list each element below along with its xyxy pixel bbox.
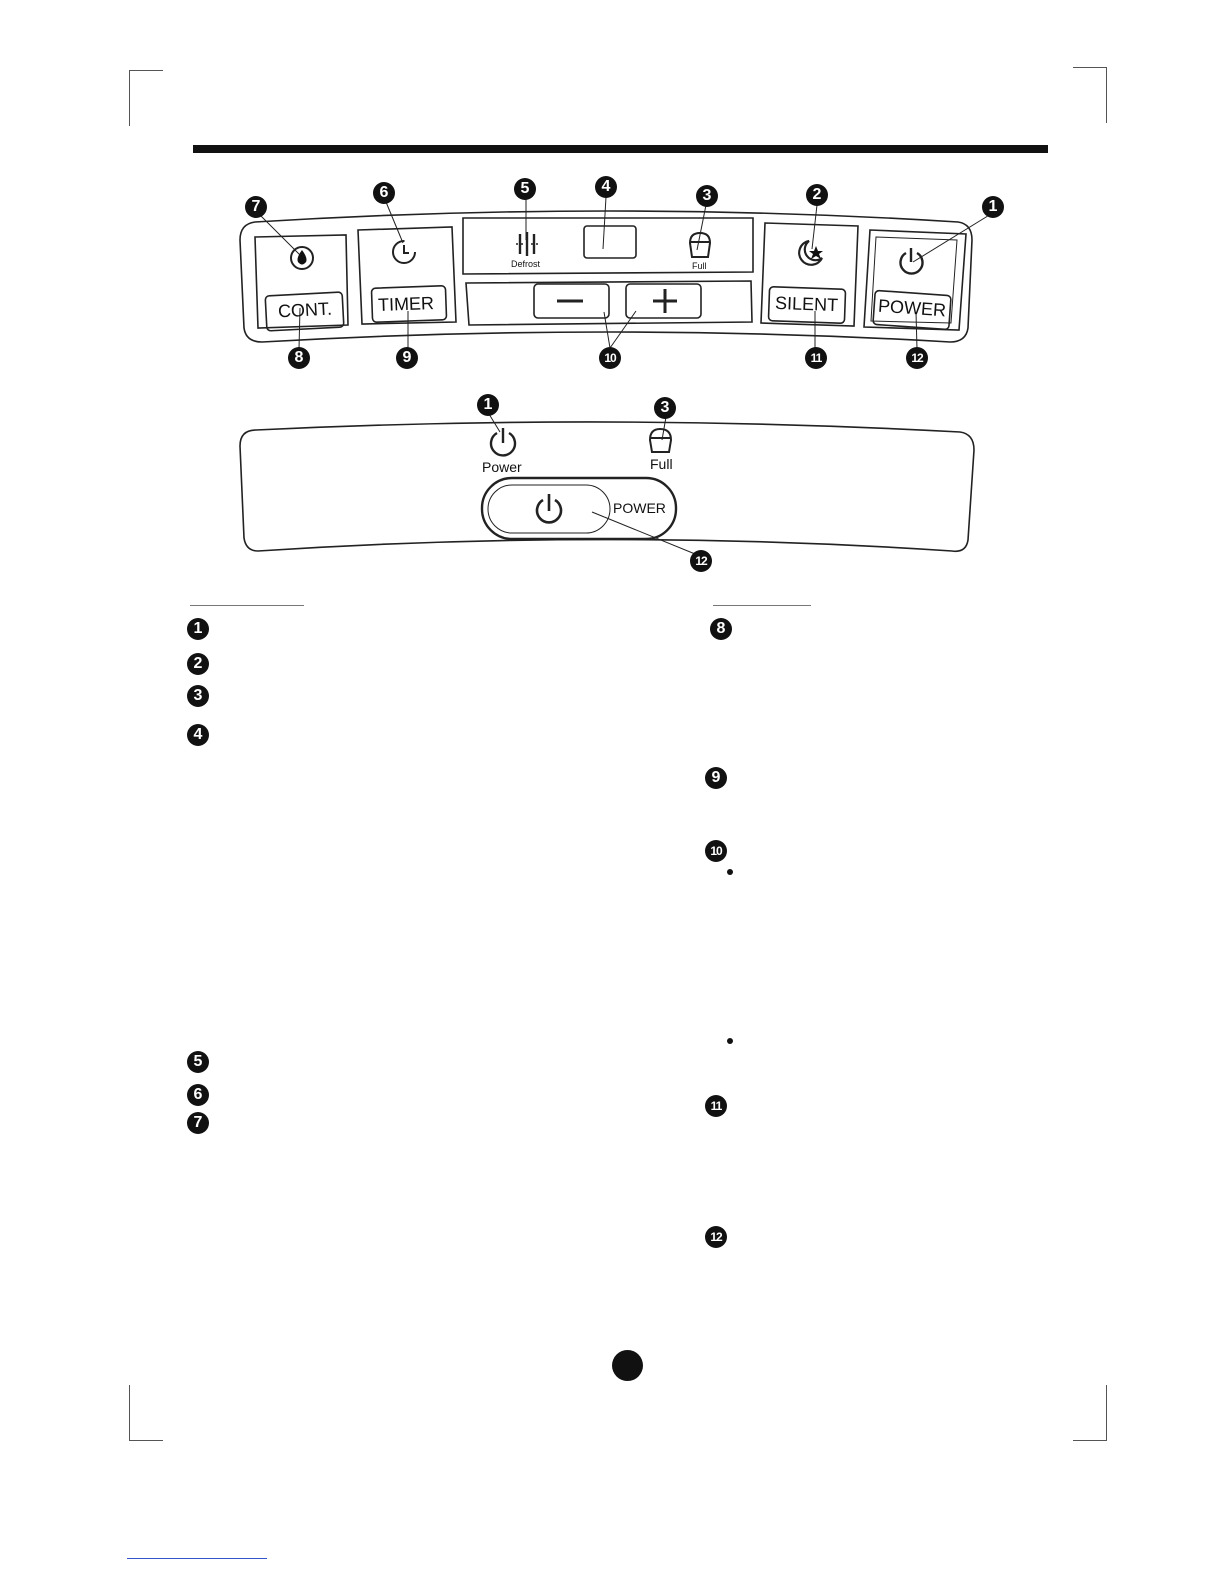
legend-bullet-2	[727, 1038, 733, 1044]
callout-4-diagram: 4	[595, 176, 617, 198]
callout-1-bottom: 1	[477, 394, 499, 416]
full-label-top: Full	[692, 261, 707, 271]
legend-badge-2: 2	[187, 653, 209, 675]
timer-button[interactable]: TIMER	[377, 293, 435, 315]
legend-badge-7: 7	[187, 1112, 209, 1134]
bottom-full-label: Full	[650, 456, 673, 472]
legend-badge-6: 6	[187, 1084, 209, 1106]
left-column-rule	[190, 605, 304, 606]
callout-5-diagram: 5	[514, 178, 536, 200]
legend-badge-10: 10	[705, 840, 727, 862]
callout-3-bottom: 3	[654, 397, 676, 419]
callout-9-diagram: 9	[396, 347, 418, 369]
legend-badge-1: 1	[187, 618, 209, 640]
callout-6-diagram: 6	[373, 182, 395, 204]
bottom-full-bucket-icon	[650, 429, 671, 452]
display-window	[584, 226, 636, 258]
legend-badge-11: 11	[705, 1095, 727, 1117]
silent-button[interactable]: SILENT	[774, 292, 839, 316]
cont-button[interactable]: CONT.	[277, 298, 333, 322]
callout-12-bottom: 12	[690, 550, 712, 572]
callout-7-diagram: 7	[245, 196, 267, 218]
power-button[interactable]: POWER	[877, 295, 947, 321]
bottom-power-button[interactable]: POWER	[613, 500, 666, 516]
bottom-panel-outline	[240, 422, 974, 551]
callout-8-diagram: 8	[288, 347, 310, 369]
legend-bullet-1	[727, 869, 733, 875]
callout-1-diagram: 1	[982, 196, 1004, 218]
legend-badge-8: 8	[710, 618, 732, 640]
right-column-rule	[713, 605, 811, 606]
callout-11-diagram: 11	[805, 347, 827, 369]
legend-badge-3: 3	[187, 685, 209, 707]
callout-2-diagram: 2	[806, 184, 828, 206]
callout-3-diagram: 3	[696, 185, 718, 207]
minus-button[interactable]	[534, 284, 609, 318]
legend-badge-9: 9	[705, 767, 727, 789]
page-number-dot	[612, 1350, 643, 1381]
legend-badge-5: 5	[187, 1051, 209, 1073]
legend-badge-4: 4	[187, 724, 209, 746]
callout-12-diagram: 12	[906, 347, 928, 369]
defrost-icon	[516, 232, 538, 256]
callout-10-diagram: 10	[599, 347, 621, 369]
crop-mark-bottom-right	[1073, 1385, 1107, 1441]
plus-button[interactable]	[626, 284, 701, 318]
bottom-power-label: Power	[482, 459, 522, 475]
control-panel-diagram	[0, 0, 1224, 600]
legend-badge-12: 12	[705, 1226, 727, 1248]
defrost-label: Defrost	[511, 259, 541, 269]
crop-mark-bottom-left	[129, 1385, 163, 1441]
footer-link-underline	[127, 1558, 267, 1559]
